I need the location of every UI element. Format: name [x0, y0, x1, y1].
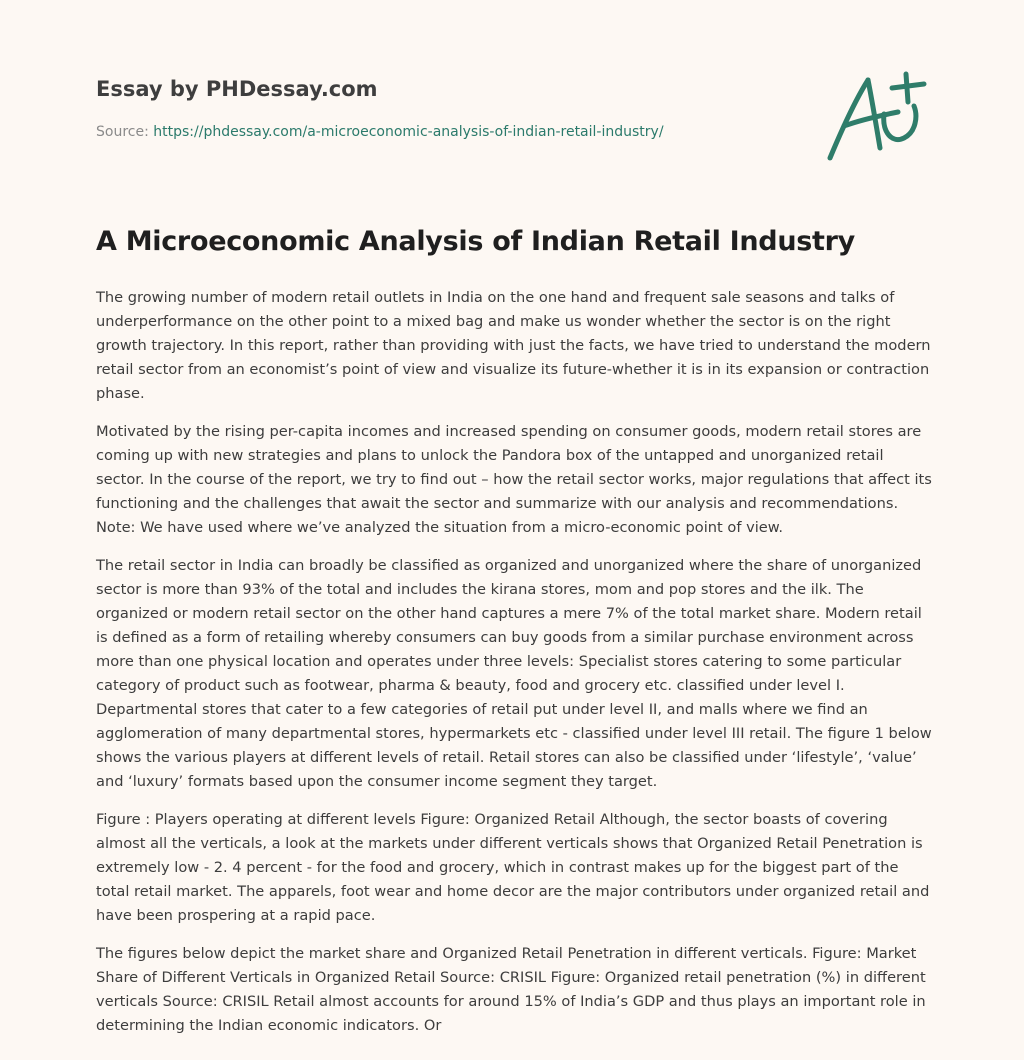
brand-title: Essay by PHDessay.com — [96, 77, 378, 101]
source-line — [96, 124, 664, 140]
source-link[interactable]: https://phdessay.com/a-microeconomic-analysis-of-indian-retail-industry/ — [153, 124, 664, 140]
article-title: A Microeconomic Analysis of Indian Retail Industry — [96, 226, 855, 257]
source-label: Source: — [96, 124, 149, 140]
paragraph: The growing number of modern retail outlets in India on the one hand and frequent sale seasons and talks of underperformance on the other point to a mixed bag and make us wonder whether the sector is on the right growth trajectory. In this report, rather than providing with just the facts, we have tried to understand the modern retail sector from an economist’s point of view and visualize its future-whether it is in its expansion or contraction phase. — [96, 289, 931, 402]
paragraph: The retail sector in India can broadly be classified as organized and unorganized where the share of unorganized sector is more than 93% of the total and includes the kirana stores, mom and pop stores and the ilk. The organized or modern retail sector on the other hand captures a mere 7% of the total market share. Modern retail is defined as a form of retailing whereby consumers can buy goods from a similar purchase environment across more than one physical location and operates under three levels: Specialist stores catering to some particular category of product such as footwear, pharma & beauty, food and grocery etc. classified under level I. Departmental stores that cater to a few categories of retail put under level II, and malls where we find an agglomeration of many departmental stores, hypermarkets etc - classified under level III retail. The figure 1 below shows the various players at different levels of retail. Retail stores can also be classified under ‘lifestyle’, ‘value’ and ‘luxury’ formats based upon the consumer income segment they target. — [96, 557, 932, 790]
paragraph: The figures below depict the market share and Organized Retail Penetration in different verticals. Figure: Market Share of Different Verticals in Organized Retail Source: CRISIL Figure: Organized retail penetration (%) in different verticals Source: CRISIL Retail almost accounts for around 15% of India’s GDP and thus plays an important role in determining the Indian economic indicators. Or — [96, 945, 926, 1034]
paragraph: Figure : Players operating at different levels Figure: Organized Retail Although, the sector boasts of covering almost all the verticals, a look at the markets under different verticals shows that Organized Retail Penetration is extremely low - 2. 4 percent - for the food and grocery, which in contrast makes up for the biggest part of the total retail market. The apparels, foot wear and home decor are the major contributors under organized retail and have been prospering at a rapid pace. — [96, 811, 930, 924]
article-body — [96, 286, 936, 1052]
a-plus-logo-icon — [820, 66, 930, 166]
paragraph: Motivated by the rising per-capita incomes and increased spending on consumer goods, modern retail stores are coming up with new strategies and plans to unlock the Pandora box of the untapped and unorganized retail sector. In the course of the report, we try to find out – how the retail sector works, major regulations that affect its functioning and the challenges that await the sector and summarize with our analysis and recommendations. Note: We have used where we’ve analyzed the situation from a micro-economic point of view. — [96, 423, 932, 536]
